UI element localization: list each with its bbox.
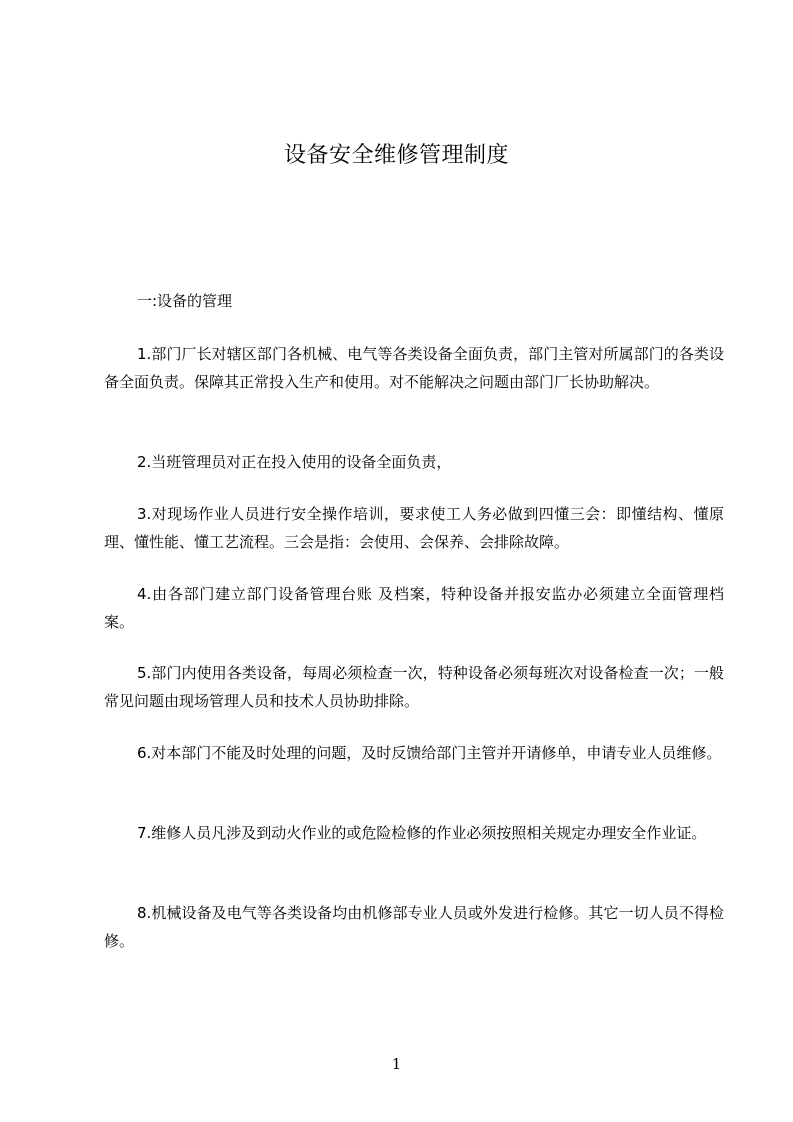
page-number: 1 [391,1055,402,1073]
paragraph-7: 7.维修人员凡涉及到动火作业的或危险检修的作业必须按照相关规定办理安全作业证。 [137,824,707,842]
paragraph-2: 2.当班管理员对正在投入使用的设备全面负责， [137,453,452,471]
paragraph-5: 5.部门内使用各类设备，每周必须检查一次，特种设备必须每班次对设备检查一次；一般常见问题由现场管理人员和技术人员协助排除。 [104,664,724,710]
paragraph-6: 6.对本部门不能及时处理的问题，及时反馈给部门主管并开请修单，申请专业人员维修。 [137,744,722,762]
paragraph-4: 4.由各部门建立部门设备管理台账 及档案，特种设备并报安监办必须建立全面管理档案。 [104,585,724,631]
paragraph-8: 8.机械设备及电气等各类设备均由机修部专业人员或外发进行检修。其它一切人员不得检修。 [104,904,724,950]
paragraph-1: 1.部门厂长对辖区部门各机械、电气等各类设备全面负责，部门主管对所属部门的各类设备全面负责。保障其正常投入生产和使用。对不能解决之问题由部门厂长协助解决。 [104,345,724,391]
document-title: 设备安全维修管理制度 [283,143,509,168]
paragraph-3: 3.对现场作业人员进行安全操作培训，要求使工人务必做到四懂三会：即懂结构、懂原理、懂性能、懂工艺流程。三会是指：会使用、会保养、会排除故障。 [104,505,724,551]
section-heading: 一:设备的管理 [137,292,233,310]
